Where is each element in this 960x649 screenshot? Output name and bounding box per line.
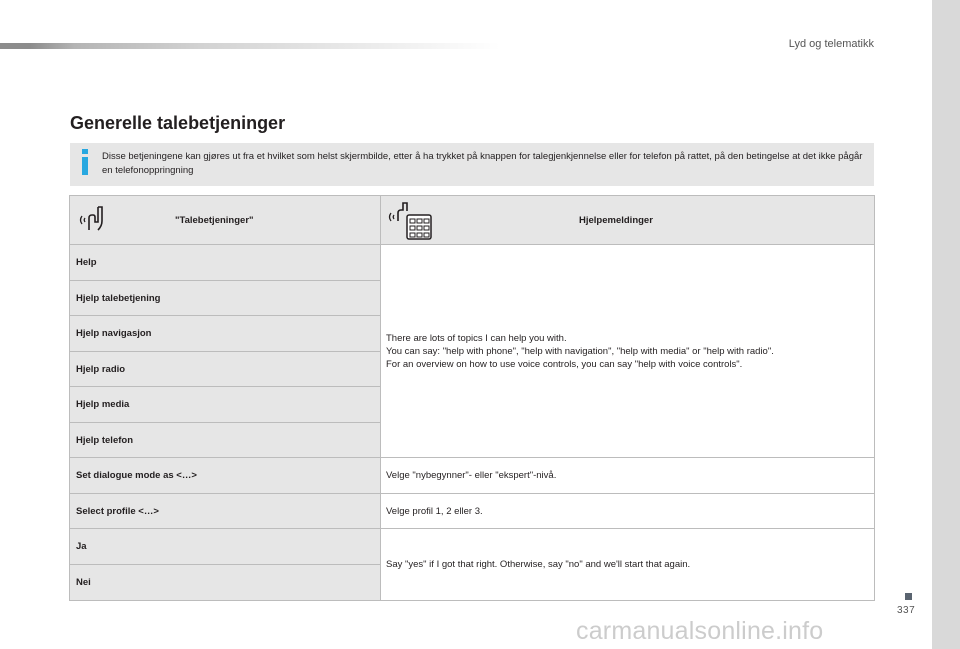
- response-select-profile: Velge profil 1, 2 eller 3.: [380, 493, 875, 529]
- watermark: carmanualsonline.info: [576, 617, 824, 645]
- header-title: Lyd og telematikk: [788, 38, 874, 50]
- command-select-profile: Select profile <…>: [69, 493, 381, 529]
- command-yes: Ja: [69, 528, 381, 565]
- table-header-commands: [69, 195, 381, 245]
- voice-command-icon: [78, 204, 112, 234]
- command-help-phone: Hjelp telefon: [69, 422, 381, 458]
- info-box: [70, 143, 874, 186]
- column-header-responses: Hjelpemeldinger: [579, 215, 653, 226]
- command-help-radio: Hjelp radio: [69, 351, 381, 387]
- column-header-commands: "Talebetjeninger": [175, 215, 254, 226]
- command-help-media: Hjelp media: [69, 386, 381, 423]
- info-text: Disse betjeningene kan gjøres ut fra et hvilket som helst skjermbilde, etter å ha trykket på knappen for talegjenkjennelse eller for telefon på rattet, på den betingelse at det ikke pågår en telefonoppringning: [102, 151, 863, 176]
- command-help-voice: Hjelp talebetjening: [69, 280, 381, 316]
- voice-commands-table: [69, 195, 875, 601]
- page-marker: [905, 593, 912, 600]
- info-icon: [82, 149, 88, 175]
- response-yes-no: Say "yes" if I got that right. Otherwise, say "no" and we'll start that again.: [380, 528, 875, 601]
- command-no: Nei: [69, 564, 381, 601]
- section-title: Generelle talebetjeninger: [70, 113, 286, 133]
- top-rule: [0, 43, 500, 49]
- help-response-line1: There are lots of topics I can help you with.: [386, 332, 567, 344]
- table-header-responses: [380, 195, 875, 245]
- command-help: Help: [69, 244, 381, 281]
- page-number: 337: [897, 605, 916, 616]
- side-bar: [932, 0, 960, 649]
- command-dialogue-mode: Set dialogue mode as <…>: [69, 457, 381, 494]
- response-help: [380, 244, 875, 458]
- command-help-navigation: Hjelp navigasjon: [69, 315, 381, 352]
- help-response-line3: For an overview on how to use voice controls, you can say "help with voice controls".: [386, 358, 743, 370]
- response-dialogue-mode: Velge "nybegynner"- eller "ekspert"-nivå.: [380, 457, 875, 494]
- voice-keypad-icon: [387, 201, 435, 241]
- help-response-line2: You can say: "help with phone", "help with navigation", "help with media" or "help with radio".: [386, 345, 774, 357]
